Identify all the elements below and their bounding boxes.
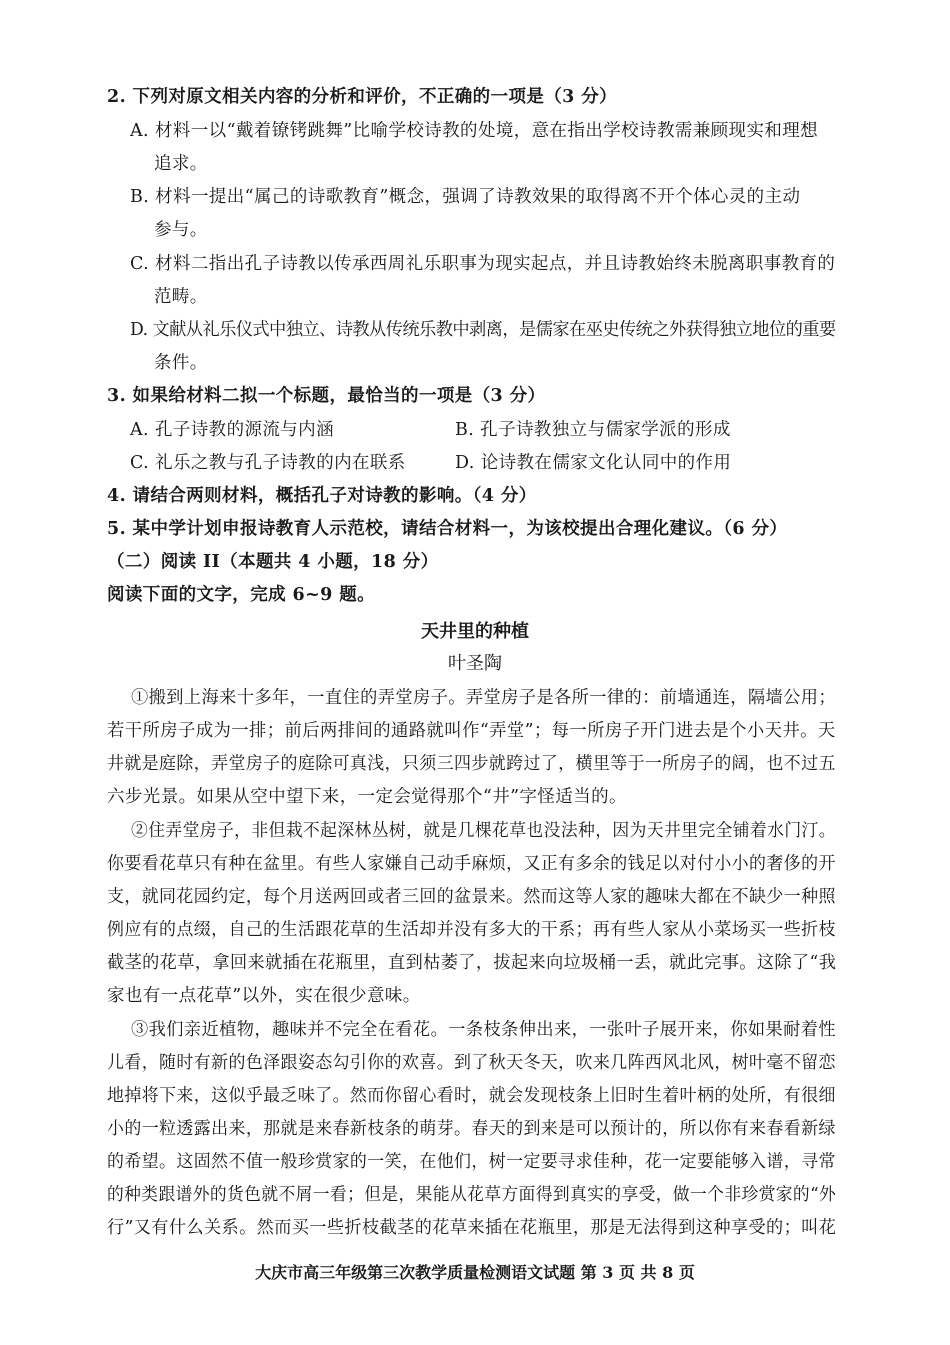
q2-stem: 2. 下列对原文相关内容的分析和评价，不正确的一项是（3 分） bbox=[107, 87, 618, 107]
para3-line: 地掉将下来，这似乎最乏味了。然而你留心看时，就会发现枝条上旧时生着叶柄的处所，有很细 bbox=[107, 1086, 836, 1106]
q2-option-b-cont: 参与。 bbox=[154, 220, 208, 240]
q2-option-b: B. 材料一提出“属己的诗歌教育”概念，强调了诗教效果的取得离不开个体心灵的主动 bbox=[130, 187, 801, 207]
q3-option-c: C. 礼乐之教与孔子诗教的内在联系 bbox=[130, 453, 406, 473]
q2-option-a-cont: 追求。 bbox=[154, 154, 208, 174]
para3-line: ③我们亲近植物，趣味并不完全在看花。一条枝条伸出来，一张叶子展开来，你如果耐着性 bbox=[131, 1020, 836, 1040]
q2-option-d: D. 文献从礼乐仪式中独立、诗教从传统乐教中剥离，是儒家在巫史传统之外获得独立地位的重要 bbox=[130, 320, 836, 340]
q2-option-a: A. 材料一以“戴着镣铐跳舞”比喻学校诗教的处境，意在指出学校诗教需兼顾现实和理想 bbox=[130, 121, 819, 141]
q2-option-c: C. 材料二指出孔子诗教以传承西周礼乐职事为现实起点，并且诗教始终未脱离职事教育的 bbox=[130, 254, 836, 274]
para2-line: 家也有一点花草”以外，实在很少意味。 bbox=[107, 986, 421, 1006]
q2-option-d-cont: 条件。 bbox=[154, 353, 208, 373]
q4-stem: 4. 请结合两则材料，概括孔子对诗教的影响。（4 分） bbox=[107, 486, 537, 506]
para3-line: 的希望。这固然不值一般珍赏家的一笑，在他们，树一定要寻求佳种，花一定要能够入谱，寻常 bbox=[107, 1152, 836, 1172]
q3-stem: 3. 如果给材料二拟一个标题，最恰当的一项是（3 分） bbox=[107, 386, 546, 406]
para1-line: 六步光景。如果从空中望下来，一定会觉得那个“井”字怪适当的。 bbox=[107, 787, 627, 807]
para2-line: 支，就同花园约定，每个月送两回或者三回的盆景来。然而这等人家的趣味大都在不缺少一种照 bbox=[107, 887, 836, 907]
para1-line: 井就是庭除，弄堂房子的庭除可真浅，只须三四步就跨过了，横里等于一所房子的阔，也不过五 bbox=[107, 754, 836, 774]
article-title: 天井里的种植 bbox=[421, 621, 529, 642]
para3-line: 的种类跟谱外的货色就不屑一看；但是，果能从花草方面得到真实的享受，做一个非珍赏家的“外 bbox=[107, 1185, 837, 1205]
para1-line: ①搬到上海来十多年，一直住的弄堂房子。弄堂房子是各所一律的：前墙通连，隔墙公用； bbox=[131, 688, 836, 708]
para1-line: 若干所房子成为一排；前后两排间的通路就叫作“弄堂”；每一所房子开门进去是个小天井。天 bbox=[107, 721, 836, 741]
para2-line: ②住弄堂房子，非但栽不起深林丛树，就是几棵花草也没法种，因为天井里完全铺着水门汀。 bbox=[131, 821, 836, 841]
para3-line: 行”又有什么关系。然而买一些折枝截茎的花草来插在花瓶里，那是无法得到这种享受的；叫花 bbox=[107, 1218, 837, 1238]
para3-line: 儿看，随时有新的色泽跟姿态勾引你的欢喜。到了秋天冬天，吹来几阵西风北风，树叶毫不留恋 bbox=[107, 1053, 836, 1073]
para2-line: 截茎的花草，拿回来就插在花瓶里，直到枯萎了，拔起来向垃圾桶一丢，就此完事。这除了“我 bbox=[107, 953, 837, 973]
q3-option-b: B. 孔子诗教独立与儒家学派的形成 bbox=[455, 420, 731, 440]
reading-instruction: 阅读下面的文字，完成 6~9 题。 bbox=[107, 585, 376, 605]
q2-option-c-cont: 范畴。 bbox=[154, 287, 208, 307]
q3-option-a: A. 孔子诗教的源流与内涵 bbox=[130, 420, 334, 440]
para2-line: 你要看花草只有种在盆里。有些人家嫌自己动手麻烦，又正有多余的钱足以对付小小的奢侈的开 bbox=[107, 854, 836, 874]
q5-stem: 5. 某中学计划申报诗教育人示范校，请结合材料一，为该校提出合理化建议。（6 分） bbox=[107, 519, 788, 539]
section-heading: （二）阅读 II（本题共 4 小题，18 分） bbox=[107, 552, 439, 572]
article-author: 叶圣陶 bbox=[448, 653, 502, 674]
para3-line: 小的一粒透露出来，那就是来春新枝条的萌芽。春天的到来是可以预计的，所以你有来春看新绿 bbox=[107, 1119, 836, 1139]
para2-line: 例应有的点缀，自己的生活跟花草的生活却并没有多大的干系；再有些人家从小菜场买一些折枝 bbox=[107, 920, 836, 940]
q3-option-d: D. 论诗教在儒家文化认同中的作用 bbox=[455, 453, 732, 473]
page-footer: 大庆市高三年级第三次教学质量检测语文试题 第 3 页 共 8 页 bbox=[255, 1263, 695, 1282]
